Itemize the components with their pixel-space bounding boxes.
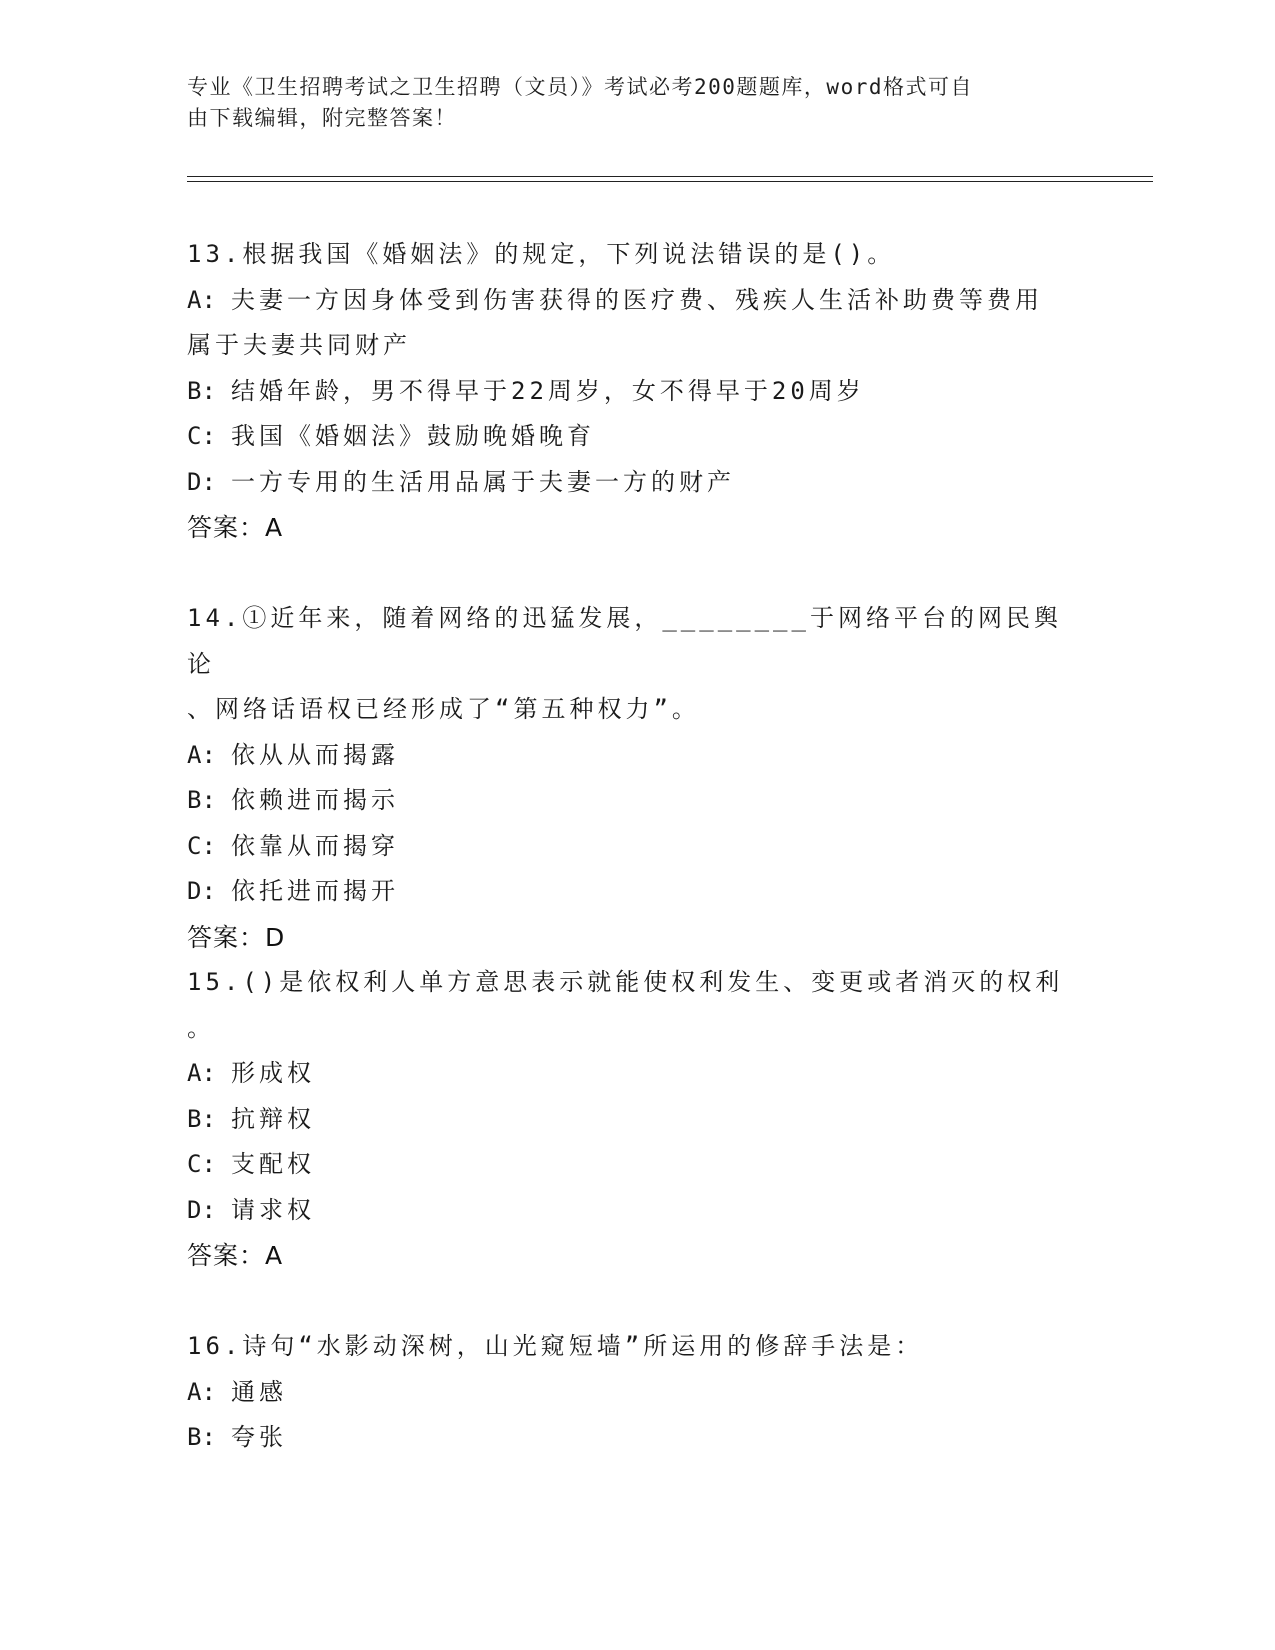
header-line: 由下载编辑，附完整答案！ xyxy=(187,106,457,130)
option-text: 依赖进而揭示 xyxy=(231,786,399,814)
question-stem: 16.诗句“水影动深树，山光窥短墙”所运用的修辞手法是： xyxy=(187,1332,924,1360)
option-key: C: xyxy=(187,1150,216,1178)
option-key: C: xyxy=(187,422,216,450)
document-header xyxy=(187,72,1067,134)
option-text: 依靠从而揭穿 xyxy=(231,831,399,860)
question-stem-continued: 。 xyxy=(187,1013,215,1042)
option-d xyxy=(187,460,1067,506)
option-key: A: xyxy=(187,285,216,314)
header-line: 专业《卫生招聘考试之卫生招聘（文员）》考试必考200题题库，word格式可自 xyxy=(187,75,973,99)
option-text: 请求权 xyxy=(231,1195,315,1224)
question-15 xyxy=(187,960,1067,1279)
option-key: B: xyxy=(187,376,216,405)
option-c xyxy=(187,1142,1067,1188)
option-text: 结婚年龄，男不得早于22周岁，女不得早于20周岁 xyxy=(231,376,865,405)
option-text: 夫妻一方因身体受到伤害获得的医疗费、残疾人生活补助费等费用 xyxy=(231,285,1043,314)
option-key: A: xyxy=(187,740,216,769)
option-key: B: xyxy=(187,1423,216,1451)
option-text: 通感 xyxy=(231,1377,287,1406)
answer-line: 答案：D xyxy=(187,922,286,952)
option-text: 我国《婚姻法》鼓励晚婚晚育 xyxy=(231,422,595,450)
option-c xyxy=(187,824,1067,870)
answer-line: 答案：A xyxy=(187,1241,284,1270)
option-key: B: xyxy=(187,1104,216,1133)
option-key: B: xyxy=(187,786,216,814)
answer-line: 答案：A xyxy=(187,513,284,542)
option-b xyxy=(187,1415,1067,1461)
question-13 xyxy=(187,232,1067,551)
option-key: C: xyxy=(187,831,216,860)
question-stem: 15.()是依权利人单方意思表示就能使权利发生、变更或者消灭的权利 xyxy=(187,968,1064,996)
option-text: 依从从而揭露 xyxy=(231,740,399,769)
option-text: 依托进而揭开 xyxy=(231,877,399,905)
header-divider xyxy=(187,181,1153,182)
option-b xyxy=(187,1097,1067,1143)
option-d xyxy=(187,1188,1067,1234)
option-key: A: xyxy=(187,1059,216,1087)
option-text: 形成权 xyxy=(231,1059,315,1087)
option-text: 支配权 xyxy=(231,1150,315,1178)
option-key: D: xyxy=(187,1195,216,1224)
option-key: D: xyxy=(187,467,216,496)
option-text: 一方专用的生活用品属于夫妻一方的财产 xyxy=(231,467,735,496)
question-16 xyxy=(187,1324,1067,1461)
question-stem-continued: 、网络话语权已经形成了“第五种权力”。 xyxy=(187,695,700,723)
option-a xyxy=(187,278,1067,324)
question-14 xyxy=(187,596,1067,960)
option-a xyxy=(187,1051,1067,1097)
question-stem: 13.根据我国《婚姻法》的规定，下列说法错误的是()。 xyxy=(187,240,896,268)
option-d xyxy=(187,869,1067,915)
option-c xyxy=(187,414,1067,460)
option-b xyxy=(187,778,1067,824)
option-a xyxy=(187,1370,1067,1416)
header-divider xyxy=(187,176,1153,177)
option-key: A: xyxy=(187,1377,216,1406)
option-text: 抗辩权 xyxy=(231,1104,315,1133)
option-text: 夸张 xyxy=(231,1423,287,1451)
option-a xyxy=(187,733,1067,779)
question-stem: 14.①近年来，随着网络的迅猛发展，________于网络平台的网民舆论 xyxy=(187,604,1062,678)
option-key: D: xyxy=(187,877,216,905)
option-b xyxy=(187,369,1067,415)
option-a-continued: 属于夫妻共同财产 xyxy=(187,331,411,359)
